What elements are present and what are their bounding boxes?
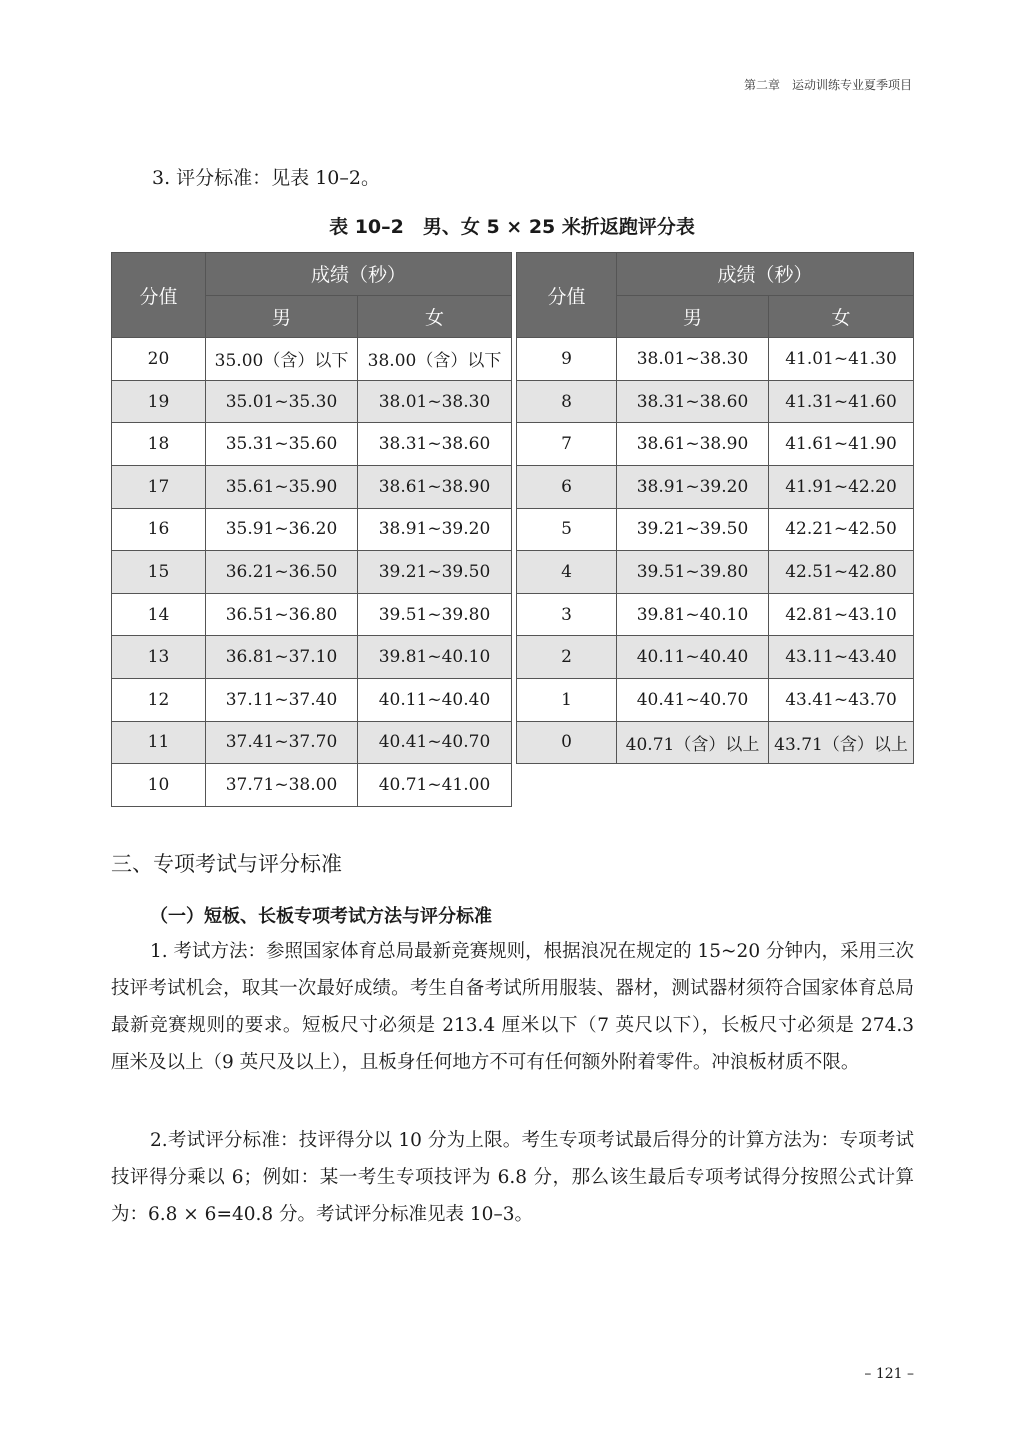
cell-male: 36.81~37.10 (206, 636, 358, 679)
cell-male: 39.21~39.50 (617, 508, 769, 551)
table-row (112, 423, 512, 466)
table-row (517, 721, 914, 764)
cell-score: 18 (112, 423, 206, 466)
section-heading: 三、专项考试与评分标准 (111, 852, 342, 876)
cell-male: 36.51~36.80 (206, 593, 358, 636)
table-row (517, 636, 914, 679)
cell-female: 41.61~41.90 (769, 423, 914, 466)
cell-male: 37.11~37.40 (206, 678, 358, 721)
cell-female: 43.71（含）以上 (769, 721, 914, 764)
cell-female: 39.21~39.50 (358, 551, 512, 594)
cell-female: 38.01~38.30 (358, 380, 512, 423)
cell-male: 35.31~35.60 (206, 423, 358, 466)
table-row (517, 551, 914, 594)
table-row (517, 678, 914, 721)
table-row (112, 551, 512, 594)
table-row (112, 508, 512, 551)
cell-male: 39.81~40.10 (617, 593, 769, 636)
table-row (112, 380, 512, 423)
cell-score: 8 (517, 380, 617, 423)
cell-male: 35.91~36.20 (206, 508, 358, 551)
cell-female: 38.61~38.90 (358, 465, 512, 508)
cell-score: 14 (112, 593, 206, 636)
cell-score: 19 (112, 380, 206, 423)
table-row (517, 465, 914, 508)
cell-male: 38.61~38.90 (617, 423, 769, 466)
header-female: 女 (769, 295, 914, 338)
cell-female: 41.31~41.60 (769, 380, 914, 423)
cell-male: 37.41~37.70 (206, 721, 358, 764)
cell-female: 42.51~42.80 (769, 551, 914, 594)
table-row (517, 423, 914, 466)
cell-male: 35.00（含）以下 (206, 338, 358, 381)
cell-female: 39.81~40.10 (358, 636, 512, 679)
cell-male: 38.01~38.30 (617, 338, 769, 381)
cell-female: 41.91~42.20 (769, 465, 914, 508)
score-standard-line: 3. 评分标准：见表 10–2。 (152, 167, 380, 189)
table-row (517, 593, 914, 636)
cell-male: 40.71（含）以上 (617, 721, 769, 764)
cell-female: 41.01~41.30 (769, 338, 914, 381)
cell-male: 40.11~40.40 (617, 636, 769, 679)
cell-male: 35.61~35.90 (206, 465, 358, 508)
table-caption: 表 10–2 男、女 5 × 25 米折返跑评分表 (329, 216, 695, 238)
score-table-right (516, 252, 914, 764)
cell-female: 39.51~39.80 (358, 593, 512, 636)
table-row (112, 764, 512, 807)
cell-female: 38.91~39.20 (358, 508, 512, 551)
cell-female: 43.41~43.70 (769, 678, 914, 721)
header-female: 女 (358, 295, 512, 338)
cell-female: 40.41~40.70 (358, 721, 512, 764)
table-row (112, 678, 512, 721)
cell-male: 35.01~35.30 (206, 380, 358, 423)
cell-female: 42.21~42.50 (769, 508, 914, 551)
cell-score: 6 (517, 465, 617, 508)
cell-score: 20 (112, 338, 206, 381)
cell-male: 37.71~38.00 (206, 764, 358, 807)
table-row (112, 593, 512, 636)
cell-male: 39.51~39.80 (617, 551, 769, 594)
cell-score: 10 (112, 764, 206, 807)
cell-female: 43.11~43.40 (769, 636, 914, 679)
exam-method-paragraph: 1. 考试方法：参照国家体育总局最新竞赛规则，根据浪况在规定的 15~20 分钟内，采用三次技评考试机会，取其一次最好成绩。考生自备考试所用服装、器材，测试器材须符合国家体育总局最新竞赛规则的要求。短板尺寸必须是 213.4 厘米以下（7 英尺以下），长板尺寸必须是 274.3 厘米及以上（9 英尺及以上），且板身任何地方不可有任何额外附着零件。冲浪板材质不限。 (111, 941, 914, 1073)
cell-score: 1 (517, 678, 617, 721)
table-row (112, 465, 512, 508)
page-number: – 121 – (864, 1366, 914, 1382)
cell-female: 40.11~40.40 (358, 678, 512, 721)
table-row (517, 508, 914, 551)
header-result: 成绩（秒） (206, 253, 512, 296)
header-result: 成绩（秒） (617, 253, 914, 296)
chapter-header: 第二章 运动训练专业夏季项目 (743, 78, 912, 92)
cell-score: 13 (112, 636, 206, 679)
cell-female: 42.81~43.10 (769, 593, 914, 636)
cell-score: 17 (112, 465, 206, 508)
table-row (517, 380, 914, 423)
cell-score: 11 (112, 721, 206, 764)
cell-male: 36.21~36.50 (206, 551, 358, 594)
cell-score: 16 (112, 508, 206, 551)
cell-score: 7 (517, 423, 617, 466)
cell-score: 12 (112, 678, 206, 721)
cell-score: 2 (517, 636, 617, 679)
exam-scoring-paragraph: 2.考试评分标准：技评得分以 10 分为上限。考生专项考试最后得分的计算方法为：专项考试技评得分乘以 6；例如：某一考生专项技评为 6.8 分，那么该生最后专项考试得分按照公式计算为：6.8 × 6=40.8 分。考试评分标准见表 10–3。 (111, 1130, 914, 1225)
cell-female: 38.00（含）以下 (358, 338, 512, 381)
cell-male: 38.31~38.60 (617, 380, 769, 423)
table-row (517, 338, 914, 381)
cell-score: 15 (112, 551, 206, 594)
table-row (112, 721, 512, 764)
cell-score: 0 (517, 721, 617, 764)
header-male: 男 (206, 295, 358, 338)
cell-score: 9 (517, 338, 617, 381)
header-score: 分值 (517, 253, 617, 338)
cell-score: 3 (517, 593, 617, 636)
cell-male: 38.91~39.20 (617, 465, 769, 508)
cell-female: 38.31~38.60 (358, 423, 512, 466)
cell-female: 40.71~41.00 (358, 764, 512, 807)
cell-male: 40.41~40.70 (617, 678, 769, 721)
table-row (112, 338, 512, 381)
header-male: 男 (617, 295, 769, 338)
cell-score: 5 (517, 508, 617, 551)
score-table-left (111, 252, 512, 807)
cell-score: 4 (517, 551, 617, 594)
header-score: 分值 (112, 253, 206, 338)
table-row (112, 636, 512, 679)
sub-heading: （一）短板、长板专项考试方法与评分标准 (150, 906, 492, 927)
